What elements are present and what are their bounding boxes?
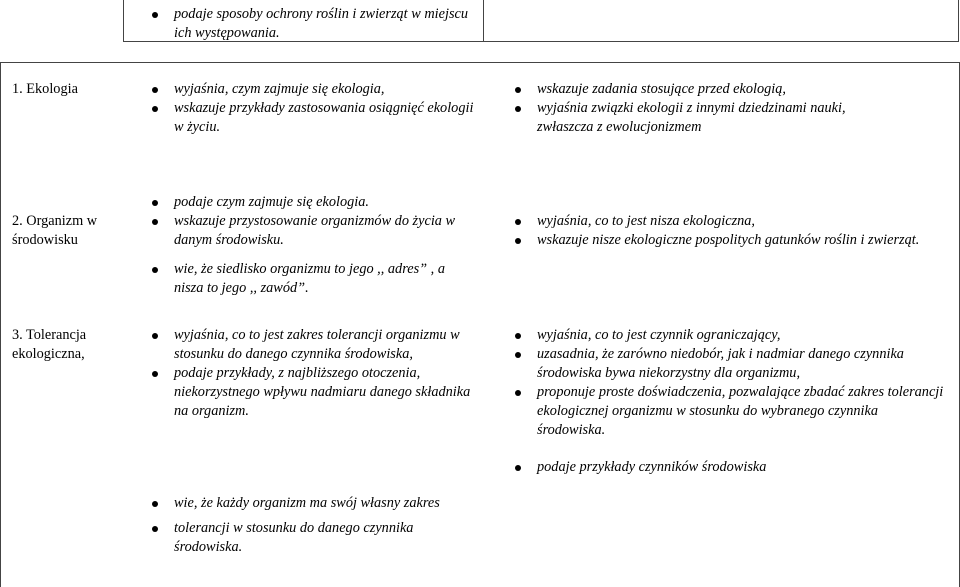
row1-extended-list bbox=[515, 80, 905, 137]
list-item: wie, że każdy organizm ma swój własny zakres bbox=[152, 494, 472, 513]
row2-extended-list bbox=[515, 212, 935, 250]
row3-extended-list bbox=[515, 326, 945, 440]
list-item: wyjaśnia, co to jest zakres tolerancji organizmu w stosunku do danego czynnika środowiska, bbox=[152, 326, 472, 364]
list-item: podaje przykłady, z najbliższego otoczenia, niekorzystnego wpływu nadmiaru danego składnika na organizm. bbox=[152, 364, 472, 421]
list-item: wyjaśnia, co to jest nisza ekologiczna, bbox=[515, 212, 935, 231]
row3-basic2-list bbox=[152, 494, 472, 557]
table-row-divider-top bbox=[0, 62, 960, 63]
topic-3-label: 3. Tolerancja ekologiczna, bbox=[12, 327, 87, 362]
list-item: wyjaśnia związki ekologii z innymi dziedzinami nauki, zwłaszcza z ewolucjonizmem bbox=[515, 99, 905, 137]
list-item: wskazuje przystosowanie organizmów do życia w danym środowisku. bbox=[152, 212, 462, 250]
topic-2 bbox=[12, 212, 112, 250]
list-item: wyjaśnia, czym zajmuje się ekologia, bbox=[152, 80, 482, 99]
list-item: uzasadnia, że zarówno niedobór, jak i nadmiar danego czynnika środowiska bywa niekorzystny dla organizmu, bbox=[515, 345, 945, 383]
table-border-mid-top bbox=[483, 0, 484, 42]
topic-1: 1. Ekologia bbox=[12, 81, 78, 97]
list-item: wskazuje nisze ekologiczne pospolitych gatunków roślin i zwierząt. bbox=[515, 231, 935, 250]
topic-3 bbox=[12, 326, 122, 364]
list-item: wie, że siedlisko organizmu to jego ,, adres” , a nisza to jego ,, zawód”. bbox=[152, 260, 462, 298]
list-item: wskazuje zadania stosujące przed ekologią, bbox=[515, 80, 905, 99]
row1-basic-list bbox=[152, 80, 482, 137]
table-border-right-top bbox=[958, 0, 959, 42]
table-border-left-top bbox=[123, 0, 124, 42]
row0-basic-list bbox=[152, 5, 472, 43]
list-item: proponuje proste doświadczenia, pozwalające zbadać zakres tolerancji ekologicznej organizmu w stosunku do wybranego czynnika środowiska. bbox=[515, 383, 945, 440]
table-border-outer-left bbox=[0, 62, 1, 587]
list-item: podaje czym zajmuje się ekologia. bbox=[152, 193, 462, 212]
list-item: wyjaśnia, co to jest czynnik ograniczający, bbox=[515, 326, 945, 345]
list-item: wskazuje przykłady zastosowania osiągnięć ekologii w życiu. bbox=[152, 99, 482, 137]
topic-2-label: 2. Organizm w środowisku bbox=[12, 213, 98, 248]
row3-extended2-list bbox=[515, 458, 945, 477]
row3-basic-list bbox=[152, 326, 472, 421]
list-item: podaje przykłady czynników środowiska bbox=[515, 458, 945, 477]
row2-basic-list bbox=[152, 193, 462, 298]
list-item: tolerancji w stosunku do danego czynnika środowiska. bbox=[152, 519, 472, 557]
list-item: podaje sposoby ochrony roślin i zwierząt w miejscu ich występowania. bbox=[152, 5, 472, 43]
